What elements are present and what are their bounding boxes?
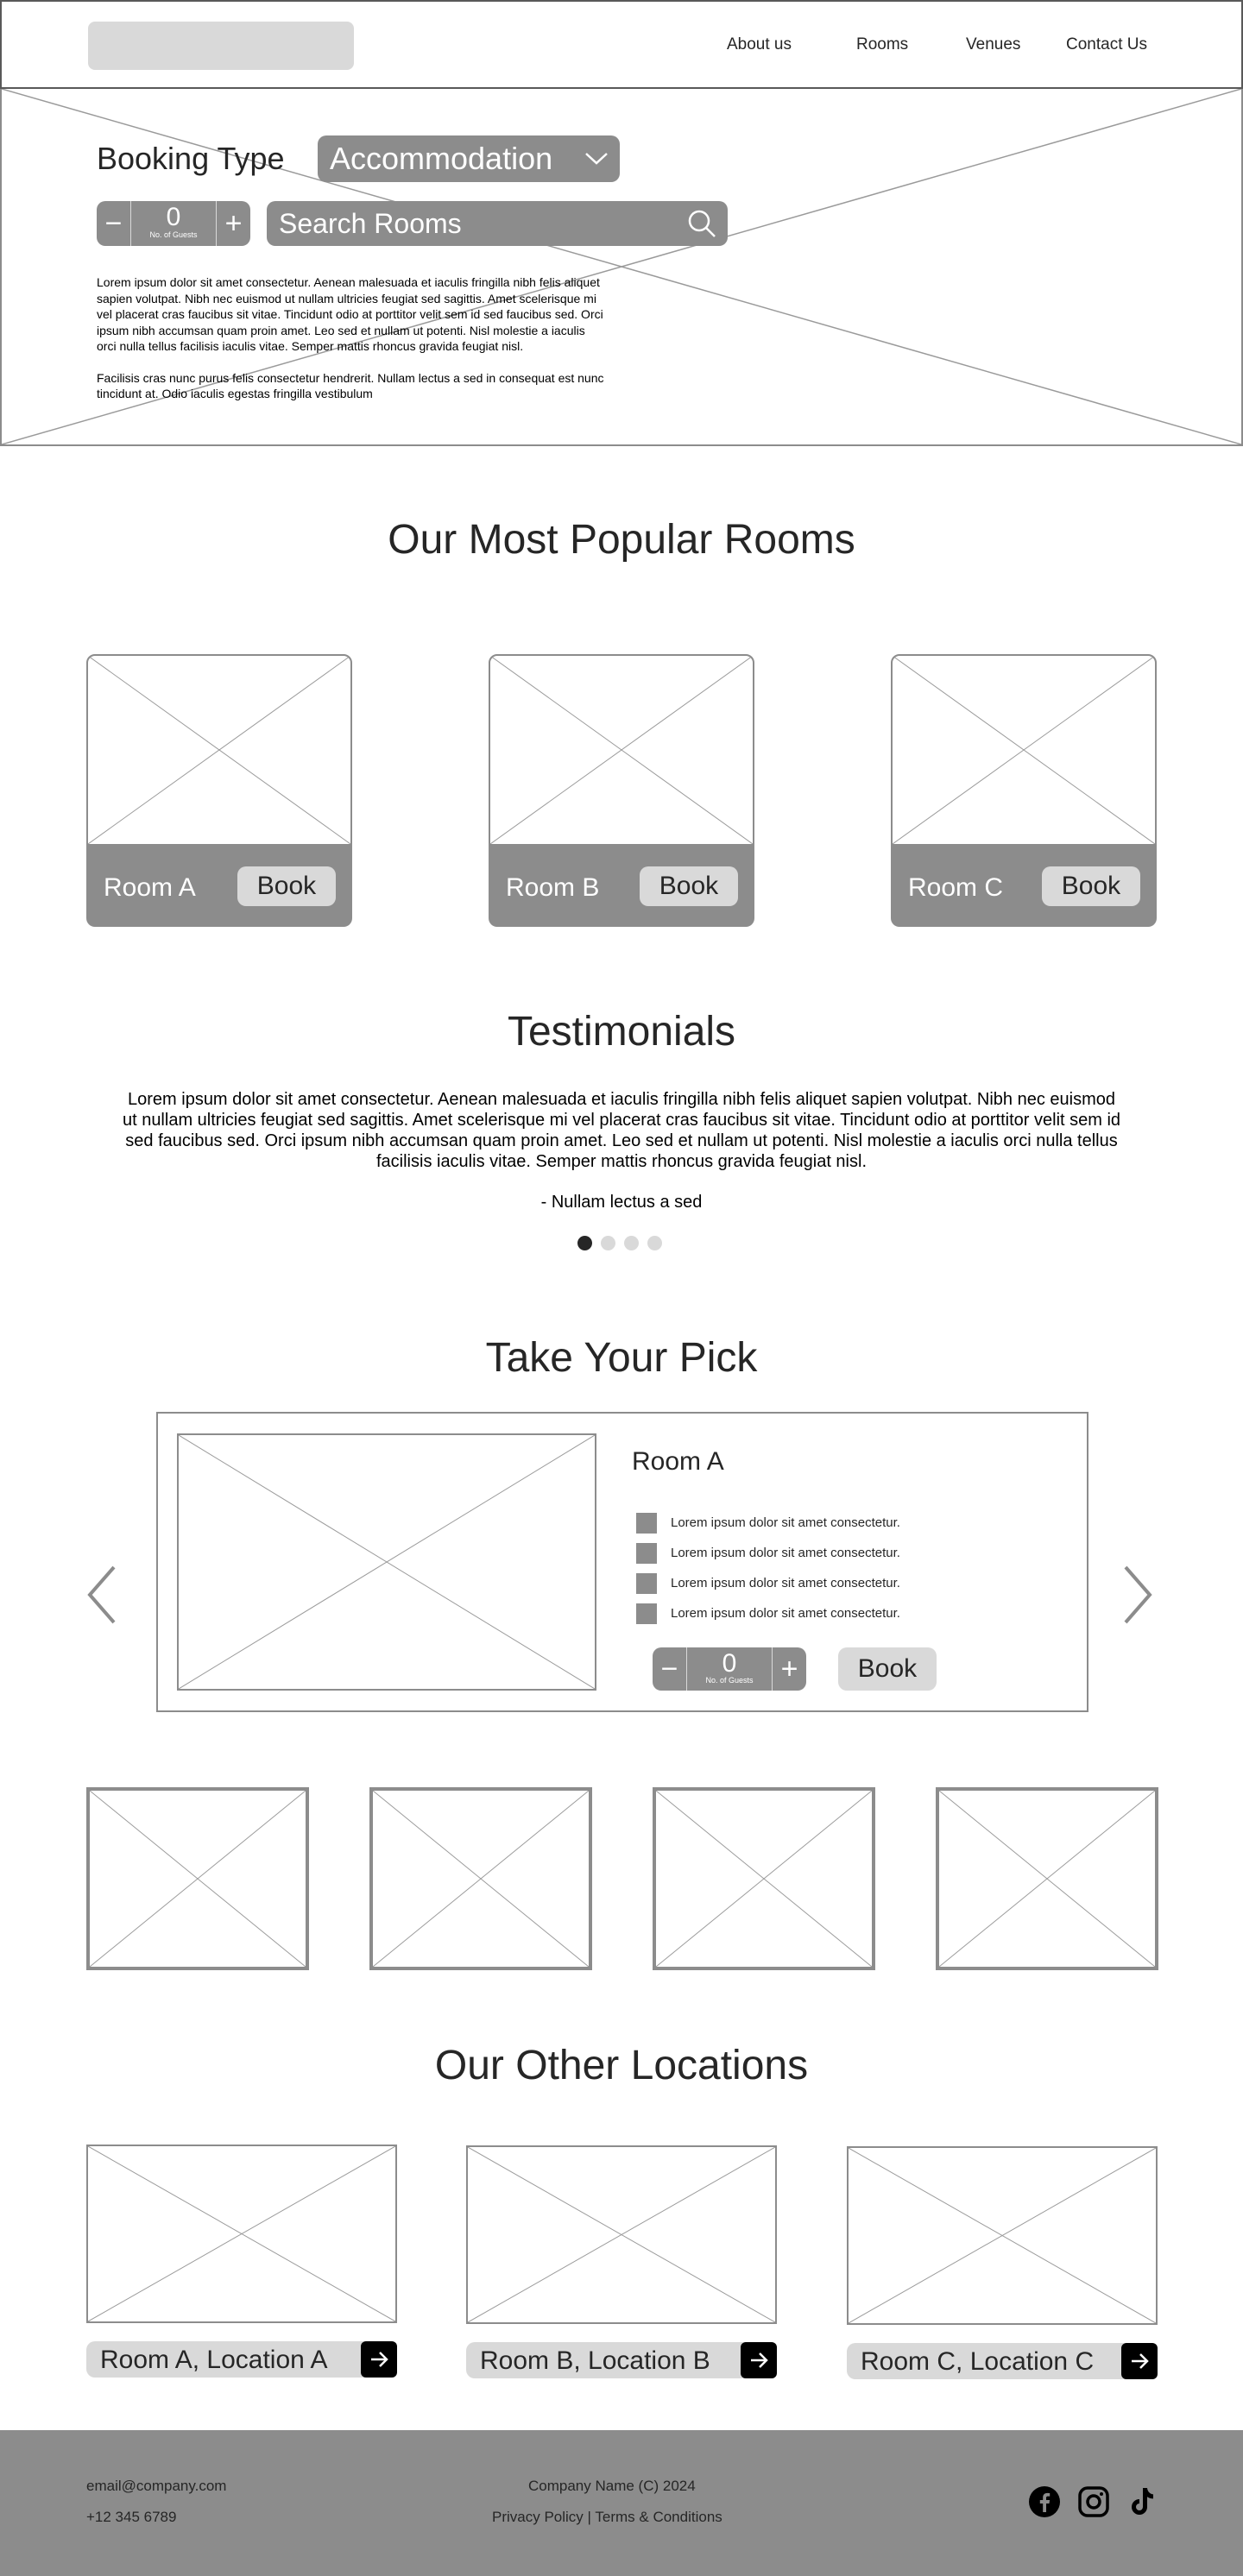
- guest-count: 0: [722, 1649, 737, 1678]
- room-name: Room B: [506, 873, 600, 902]
- guest-decrement-button[interactable]: −: [97, 201, 131, 246]
- room-card-a: [86, 654, 352, 927]
- location-link-b[interactable]: [466, 2342, 777, 2378]
- room-detail-image-placeholder: [177, 1433, 596, 1691]
- carousel-dot-2[interactable]: [601, 1236, 615, 1250]
- room-card-footer: [86, 846, 352, 927]
- footer-phone[interactable]: +12 345 6789: [86, 2509, 177, 2525]
- feature-text: Lorem ipsum dolor sit amet consectetur.: [671, 1515, 900, 1530]
- arrow-right-button[interactable]: [1121, 2343, 1158, 2379]
- guest-increment-button[interactable]: +: [772, 1647, 806, 1691]
- room-image-placeholder: [86, 654, 352, 846]
- gallery-thumbnail[interactable]: [653, 1787, 875, 1970]
- arrow-right-button[interactable]: [361, 2341, 397, 2378]
- feature-text: Lorem ipsum dolor sit amet consectetur.: [671, 1546, 900, 1560]
- room-name: Room A: [104, 873, 196, 902]
- carousel-dot-1[interactable]: [577, 1236, 592, 1250]
- book-button[interactable]: Book: [640, 866, 738, 906]
- guest-count-label: No. of Guests: [149, 230, 198, 239]
- hero-paragraph-1: Lorem ipsum dolor sit amet consectetur. Aenean malesuada et iaculis fringilla nibh felis aliquet sapien volutpat. Nibh nec euismod ut nullam ultricies feugiat sed sagittis. Amet scelerisque mi vel placerat cras faucibus sit vitae. Tincidunt odio at porttitor velit sem id sed faucibus sed. Orci ipsum nibh accumsan quam proin amet. Leo sed et nullam ut potenti. Nisl molestie a iaculis orci nulla tellus facilisis iaculis vitae. Semper mattis rhoncus gravida feugiat nisl.: [97, 275, 603, 353]
- instagram-icon[interactable]: [1077, 2485, 1110, 2518]
- nav-contact-us[interactable]: Contact Us: [1066, 35, 1147, 54]
- footer-email[interactable]: email@company.com: [86, 2478, 227, 2494]
- feature-bullet-icon: [636, 1513, 657, 1534]
- nav-about-us[interactable]: About us: [727, 35, 792, 54]
- testimonial-quote: Lorem ipsum dolor sit amet consectetur. Aenean malesuada et iaculis fringilla nibh felis aliquet sapien volutpat. Nibh nec euismod ut nullam ultricies feugiat sed sagittis. Amet scelerisque mi vel placerat cras faucibus sit vitae. Tincidunt odio at porttitor velit sem id sed faucibus sed. Orci ipsum nibh accumsan quam proin amet. Leo sed et nullam ut potenti. Nisl molestie a iaculis orci nulla tellus facilisis iaculis vitae. Semper mattis rhoncus gravida feugiat nisl.: [122, 1090, 1121, 1171]
- room-name: Room C: [908, 873, 1004, 902]
- pick-book-button[interactable]: Book: [838, 1647, 937, 1691]
- search-placeholder: Search Rooms: [279, 208, 462, 239]
- location-image-placeholder: [86, 2145, 397, 2323]
- location-image-placeholder: [847, 2146, 1158, 2325]
- carousel-dot-3[interactable]: [624, 1236, 639, 1250]
- hero-description: [97, 274, 606, 402]
- guest-increment-button[interactable]: +: [216, 201, 250, 246]
- location-image-placeholder: [466, 2145, 777, 2324]
- hero-banner: [0, 89, 1243, 446]
- location-label: Room B, Location B: [480, 2346, 710, 2375]
- guest-count-label: No. of Guests: [705, 1676, 754, 1685]
- location-label: Room A, Location A: [100, 2346, 328, 2374]
- room-card-footer: [489, 846, 754, 927]
- arrow-right-icon: [741, 2342, 777, 2378]
- booking-type-value: Accommodation: [330, 141, 553, 176]
- feature-text: Lorem ipsum dolor sit amet consectetur.: [671, 1576, 900, 1590]
- search-icon[interactable]: [686, 208, 717, 239]
- gallery-thumbnail[interactable]: [369, 1787, 592, 1970]
- feature-bullet-icon: [636, 1543, 657, 1564]
- nav-venues[interactable]: Venues: [966, 35, 1021, 54]
- gallery-thumbnail[interactable]: [86, 1787, 309, 1970]
- arrow-right-icon: [361, 2341, 397, 2378]
- chevron-down-icon: [584, 148, 609, 168]
- testimonials-title: Testimonials: [507, 1009, 736, 1055]
- room-card-footer: [891, 846, 1157, 927]
- carousel-dot-4[interactable]: [647, 1236, 662, 1250]
- site-header: [0, 0, 1243, 89]
- gallery-thumbnail[interactable]: [936, 1787, 1158, 1970]
- privacy-policy-link[interactable]: Privacy Policy: [492, 2509, 584, 2525]
- feature-bullet-icon: [636, 1603, 657, 1624]
- footer-company: Company Name (C) 2024: [528, 2478, 696, 2494]
- chevron-right-icon[interactable]: [1120, 1564, 1155, 1626]
- popular-rooms-title: Our Most Popular Rooms: [388, 517, 855, 563]
- logo-placeholder[interactable]: [88, 22, 354, 70]
- tiktok-icon[interactable]: [1126, 2485, 1158, 2518]
- location-label: Room C, Location C: [861, 2347, 1095, 2376]
- footer-separator: |: [587, 2509, 591, 2525]
- book-button[interactable]: Book: [237, 866, 336, 906]
- location-link-c[interactable]: [847, 2343, 1158, 2379]
- room-image-placeholder: [489, 654, 754, 846]
- guest-stepper[interactable]: [97, 201, 250, 246]
- terms-conditions-link[interactable]: Terms & Conditions: [595, 2509, 722, 2525]
- booking-type-label: Booking Type: [97, 141, 285, 176]
- room-detail-name: Room A: [632, 1447, 724, 1476]
- arrow-right-button[interactable]: [741, 2342, 777, 2378]
- book-button[interactable]: Book: [1042, 866, 1140, 906]
- arrow-right-icon: [1121, 2343, 1158, 2379]
- guest-decrement-button[interactable]: −: [653, 1647, 687, 1691]
- room-card-b: [489, 654, 754, 927]
- feature-text: Lorem ipsum dolor sit amet consectetur.: [671, 1606, 900, 1621]
- guest-count: 0: [166, 203, 181, 231]
- search-rooms-input[interactable]: [267, 201, 728, 246]
- chevron-left-icon[interactable]: [85, 1564, 119, 1626]
- booking-type-select[interactable]: [318, 135, 620, 182]
- location-link-a[interactable]: [86, 2341, 397, 2378]
- hero-paragraph-2: Facilisis cras nunc purus felis consectetur hendrerit. Nullam lectus a sed in consequat est nunc tincidunt at. Odio iaculis egestas fringilla vestibulum: [97, 370, 604, 400]
- site-footer: [0, 2430, 1243, 2576]
- room-image-placeholder: [891, 654, 1157, 846]
- room-card-c: [891, 654, 1157, 927]
- take-your-pick-title: Take Your Pick: [485, 1335, 758, 1381]
- pick-guest-stepper[interactable]: [653, 1647, 806, 1691]
- facebook-icon[interactable]: [1028, 2485, 1061, 2518]
- footer-legal-links: [492, 2509, 722, 2526]
- nav-rooms[interactable]: Rooms: [856, 35, 909, 54]
- other-locations-title: Our Other Locations: [434, 2043, 809, 2088]
- testimonial-author: - Nullam lectus a sed: [540, 1193, 703, 1212]
- feature-bullet-icon: [636, 1573, 657, 1594]
